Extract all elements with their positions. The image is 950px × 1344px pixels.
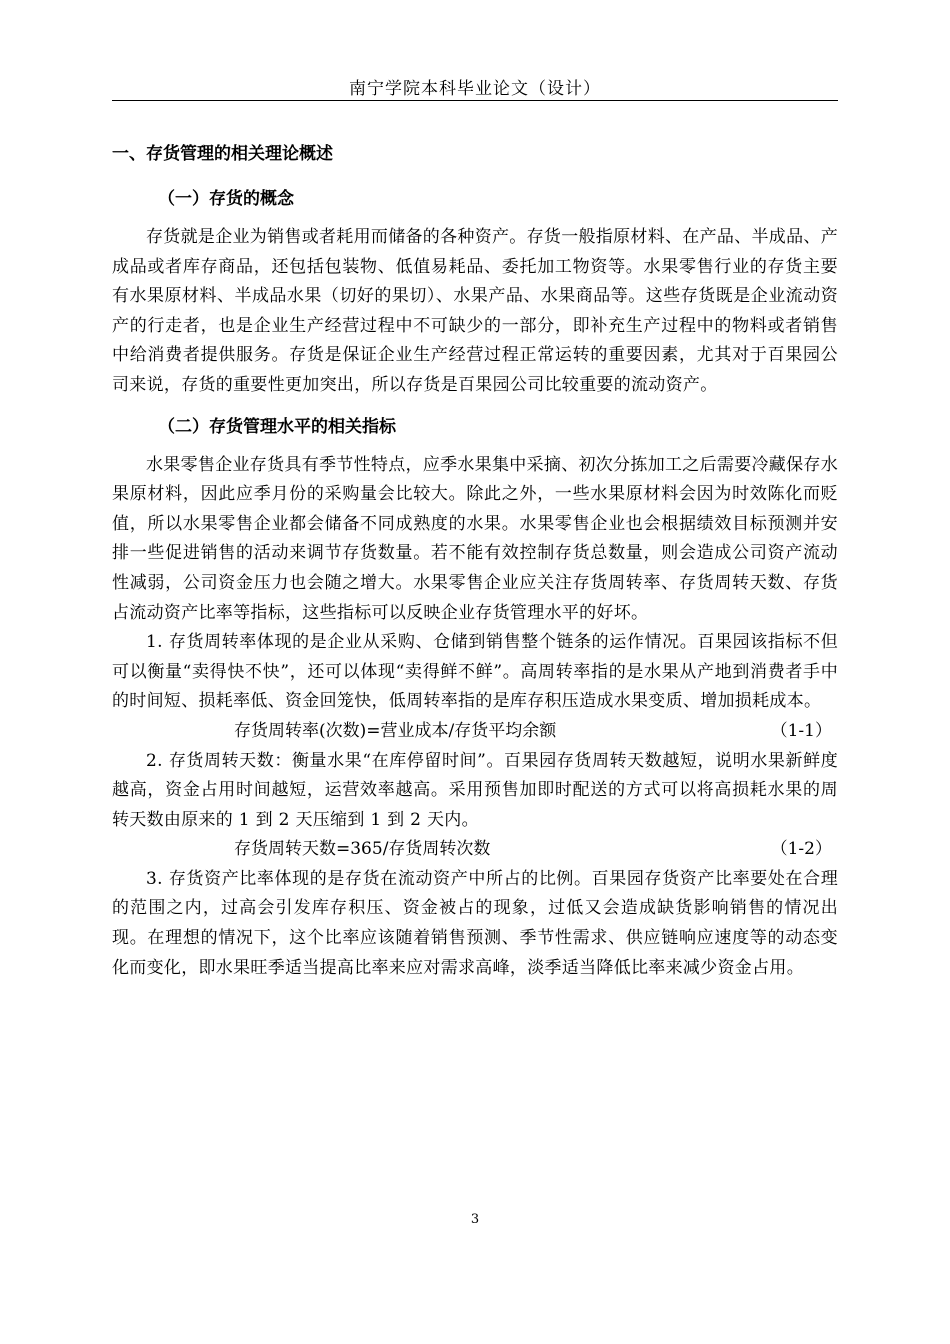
paragraph-item-1: 1. 存货周转率体现的是企业从采购、仓储到销售整个链条的运作情况。百果园该指标不但可以衡量“卖得快不快”，还可以体现“卖得鲜不鲜”。高周转率指的是水果从产地到消费者手中的时间短、损耗率低、资金回笼快，低周转率指的是库存积压造成水果变质、增加损耗成本。 bbox=[112, 632, 838, 712]
paragraph-inventory-concept: 存货就是企业为销售或者耗用而储备的各种资产。存货一般指原材料、在产品、半成品、产成品或者库存商品，还包括包装物、低值易耗品、委托加工物资等。水果零售行业的存货主要有水果原材料、半成品水果（切好的果切）、水果产品、水果商品等。这些存货既是企业流动资产的行走者，也是企业生产经营过程中不可缺少的一部分，即补充生产过程中的物料或者销售中给消费者提供服务。存货是保证企业生产经营过程正常运转的重要因素，尤其对于百果园公司来说，存货的重要性更加突出，所以存货是百果园公司比较重要的流动资产。 bbox=[112, 227, 838, 395]
running-header: 南宁学院本科毕业论文（设计） bbox=[349, 79, 601, 99]
section-heading-1: 一、存货管理的相关理论概述 bbox=[112, 144, 333, 164]
page-number: 3 bbox=[470, 1212, 480, 1227]
page-body bbox=[112, 140, 838, 983]
formula-1-1 bbox=[112, 717, 838, 747]
formula-1-2-text: 存货周转天数=365/存货周转次数 bbox=[234, 839, 491, 860]
paragraph-item-3: 3. 存货资产比率体现的是存货在流动资产中所占的比例。百果园存货资产比率要处在合理的范围之内，过高会引发库存积压、资金被占的现象，过低又会造成缺货影响销售的情况出现。在理想的情况下，这个比率应该随着销售预测、季节性需求、供应链响应速度等的动态变化而变化，即水果旺季适当提高比率来应对需求高峰，淡季适当降低比率来减少资金占用。 bbox=[112, 868, 838, 978]
formula-1-1-text: 存货周转率(次数)=营业成本/存货平均余额 bbox=[234, 720, 557, 741]
paragraph-item-2: 2. 存货周转天数：衡量水果“在库停留时间”。百果园存货周转天数越短，说明水果新鲜度越高，资金占用时间越短，运营效率越高。采用预售加即时配送的方式可以将高损耗水果的周转天数由原来的 1 到 2 天压缩到 1 到 2 天内。 bbox=[112, 750, 838, 830]
subsection-heading-1: （一）存货的概念 bbox=[158, 189, 294, 209]
paragraph-indicators-intro: 水果零售企业存货具有季节性特点，应季水果集中采摘、初次分拣加工之后需要冷藏保存水果原材料，因此应季月份的采购量会比较大。除此之外，一些水果原材料会因为时效陈化而贬值，所以水果零售企业都会储备不同成熟度的水果。水果零售企业也会根据绩效目标预测并安排一些促进销售的活动来调节存货数量。若不能有效控制存货总数量，则会造成公司资产流动性减弱，公司资金压力也会随之增大。水果零售企业应关注存货周转率、存货周转天数、存货占流动资产比率等指标，这些指标可以反映企业存货管理水平的好坏。 bbox=[112, 454, 838, 623]
formula-1-1-number: （1-1） bbox=[770, 720, 832, 741]
formula-1-2 bbox=[112, 835, 838, 865]
subsection-heading-2: （二）存货管理水平的相关指标 bbox=[158, 416, 396, 437]
formula-1-2-number: （1-2） bbox=[770, 839, 832, 860]
header-divider bbox=[112, 100, 838, 101]
